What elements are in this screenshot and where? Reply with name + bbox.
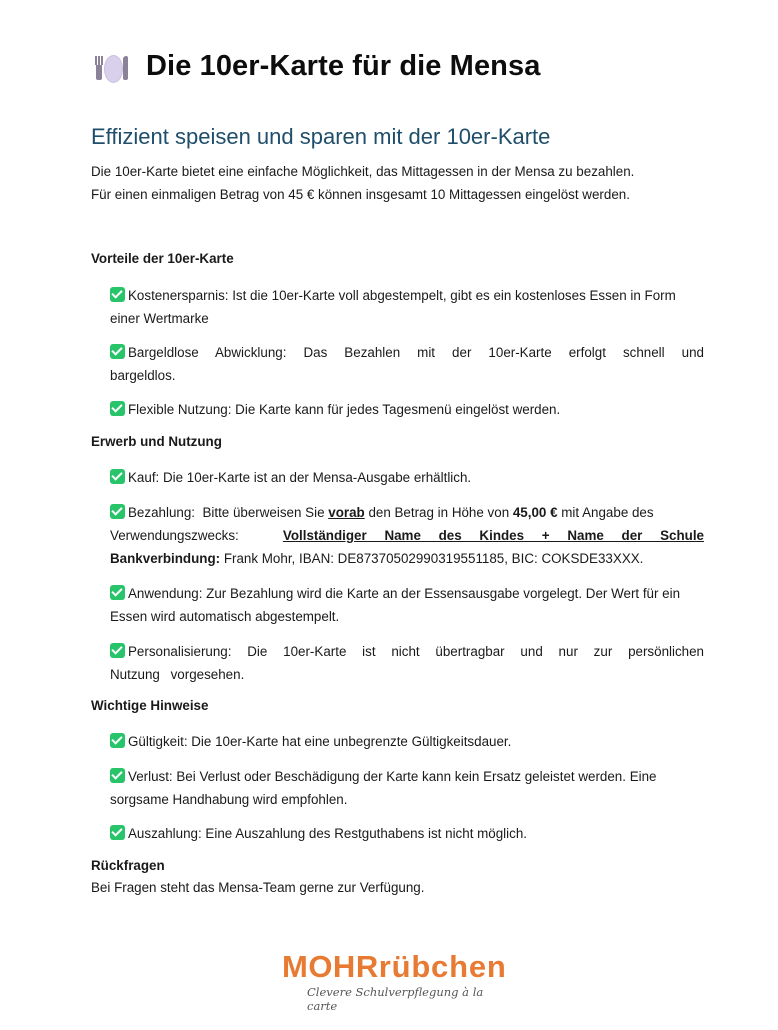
purpose-value: Vollständiger Name des Kindes + Name der Schule	[282, 528, 704, 543]
bank-details: Frank Mohr, IBAN: DE87370502990319551185, BIC: COKSDE33XXX.	[220, 551, 644, 566]
amount: 45,00 €	[512, 505, 558, 520]
list-item: Auszahlung: Eine Auszahlung des Restguthabens ist nicht möglich.	[110, 822, 704, 845]
check-icon	[110, 733, 125, 748]
check-icon	[110, 504, 125, 519]
list-item: Gültigkeit: Die 10er-Karte hat eine unbegrenzte Gültigkeitsdauer.	[110, 730, 704, 753]
intro-paragraph	[91, 160, 721, 206]
section-heading-rueckfragen: Rückfragen	[91, 858, 165, 873]
vorab-emphasis: vorab	[328, 505, 365, 520]
list-item: Bargeldlose Abwicklung: Das Bezahlen mit der 10er-Karte erfolgt schnell und bargeldlos.	[110, 345, 704, 383]
logo-wordmark-ruebchen: rübchen	[378, 949, 507, 984]
list-item-bezahlung: Bezahlung: Bitte überweisen Sie vorab den Betrag in Höhe von 45,00 € mit Angabe des Verwendungszwecks: Vollständiger Name des Kindes + Name der Schule Bankverbindung: Frank Mohr, IBAN: DE87370502990319551185, BIC: COKSDE33XXX.	[110, 505, 704, 566]
list-item: Kauf: Die 10er-Karte ist an der Mensa-Ausgabe erhältlich.	[110, 466, 704, 489]
title-row	[94, 50, 540, 83]
check-icon	[110, 643, 125, 658]
contact-text: Bei Fragen steht das Mensa-Team gerne zur Verfügung.	[91, 880, 425, 895]
company-logo	[282, 950, 512, 1013]
section-heading-erwerb: Erwerb und Nutzung	[91, 434, 222, 449]
logo-wordmark-mohr: MOHR	[282, 949, 379, 984]
page-title: Die 10er-Karte für die Mensa	[146, 50, 541, 82]
check-icon	[110, 469, 125, 484]
list-item: Kostenersparnis: Ist die 10er-Karte voll abgestempelt, gibt es ein kostenloses Essen in Form einer Wertmarke	[110, 288, 676, 326]
check-icon	[110, 344, 125, 359]
logo-tagline: Clevere Schulverpflegung à la carte	[307, 985, 484, 1013]
check-icon	[110, 287, 125, 302]
list-item: Verlust: Bei Verlust oder Beschädigung der Karte kann kein Ersatz geleistet werden. Eine sorgsame Handhabung wird empfohlen.	[110, 769, 657, 807]
list-item: Flexible Nutzung: Die Karte kann für jedes Tagesmenü eingelöst werden.	[110, 398, 704, 421]
intro-line-2: Für einen einmaligen Betrag von 45 € können insgesamt 10 Mittagessen eingelöst werden.	[91, 187, 630, 202]
check-icon	[110, 768, 125, 783]
section-heading-vorteile: Vorteile der 10er-Karte	[91, 251, 234, 266]
list-item: Personalisierung: Die 10er-Karte ist nicht übertragbar und nur zur persönlichen Nutzung vorgesehen.	[110, 644, 704, 682]
fork-knife-plate-icon	[94, 53, 130, 81]
bank-label: Bankverbindung:	[110, 551, 221, 566]
subtitle: Effizient speisen und sparen mit der 10er-Karte	[91, 124, 551, 149]
list-item: Anwendung: Zur Bezahlung wird die Karte an der Essensausgabe vorgelegt. Der Wert für ein Essen wird automatisch abgestempelt.	[110, 586, 681, 624]
intro-line-1: Die 10er-Karte bietet eine einfache Möglichkeit, das Mittagessen in der Mensa zu bezahlen.	[91, 164, 635, 179]
section-heading-hinweise: Wichtige Hinweise	[91, 698, 209, 713]
check-icon	[110, 401, 125, 416]
purpose-label: Verwendungszwecks:	[110, 528, 239, 543]
check-icon	[110, 585, 125, 600]
check-icon	[110, 825, 125, 840]
